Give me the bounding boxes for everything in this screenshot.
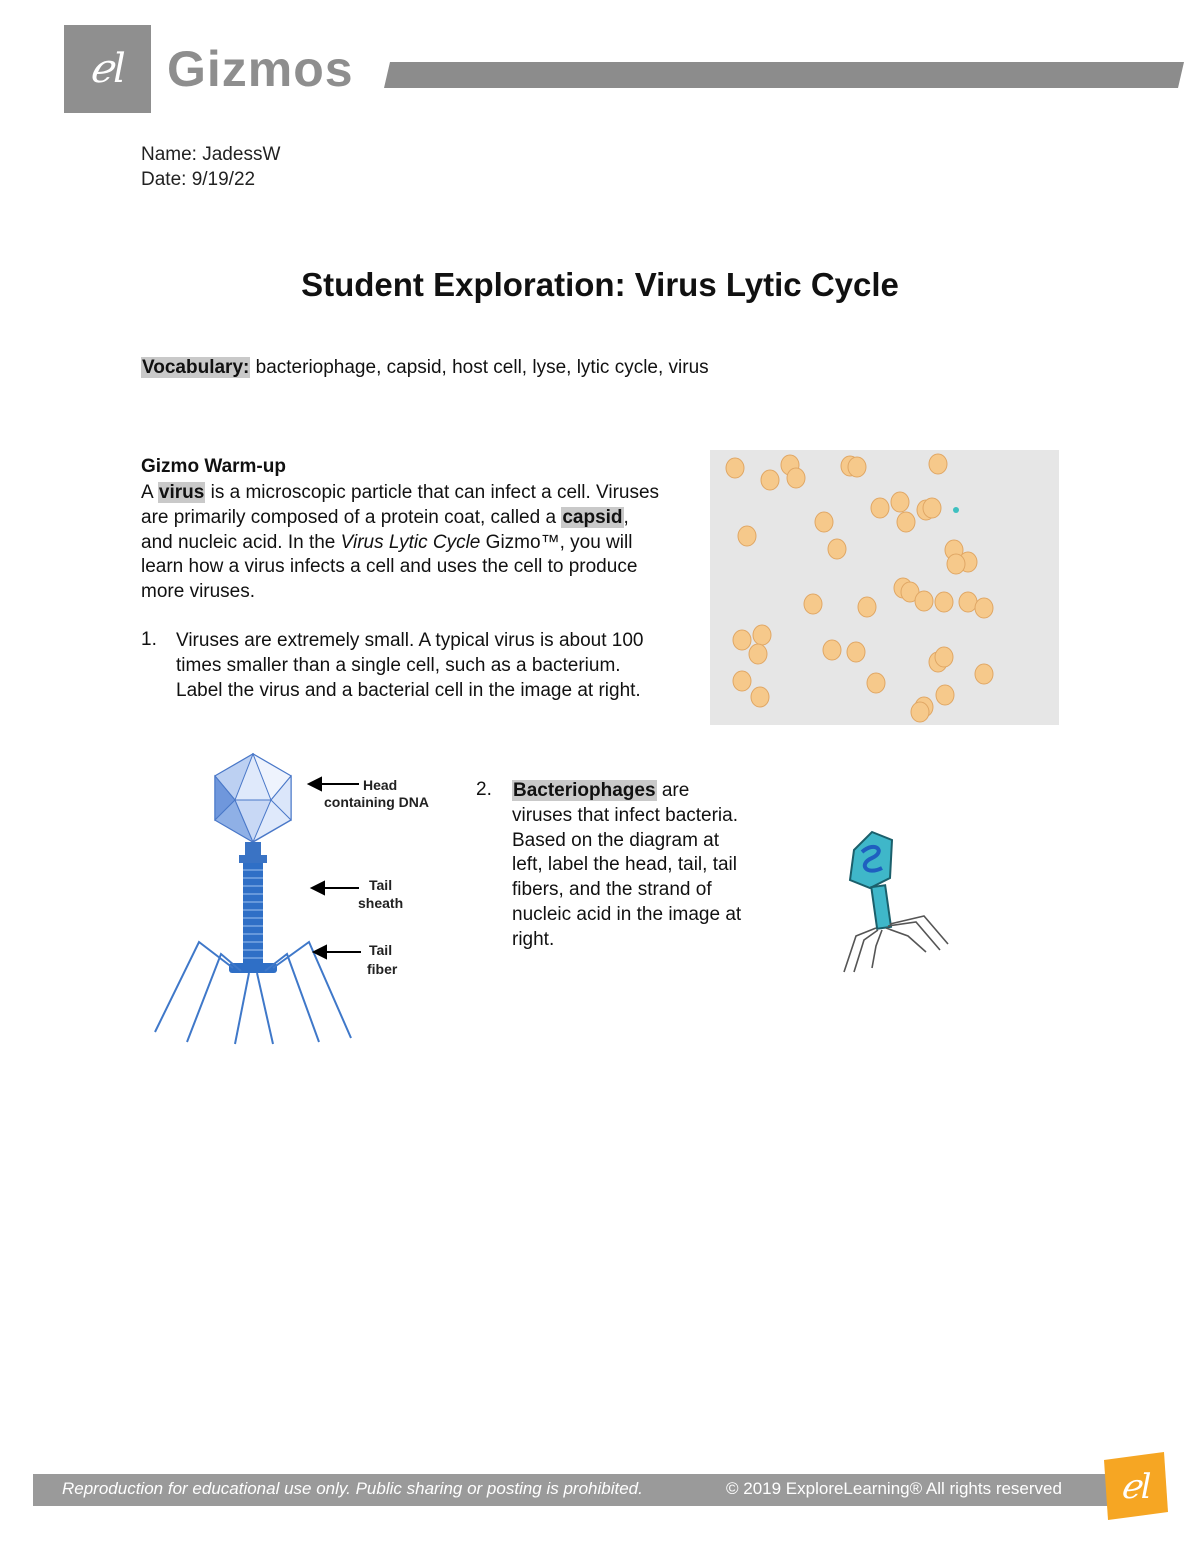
bacterial-cell bbox=[936, 685, 954, 705]
bacterial-cell bbox=[891, 492, 909, 512]
page-title: Student Exploration: Virus Lytic Cycle bbox=[301, 266, 899, 303]
bacterial-cell bbox=[975, 598, 993, 618]
phage-collar bbox=[245, 842, 261, 856]
warmup-text: A bbox=[141, 482, 158, 503]
footer-logo-mark: ℯl bbox=[1120, 1467, 1152, 1507]
header-bar bbox=[384, 62, 1184, 88]
warmup-paragraph bbox=[141, 481, 661, 605]
label-sheath: sheath bbox=[358, 895, 404, 911]
bacterial-cell bbox=[847, 642, 865, 662]
question-2-body: are viruses that infect bacteria. Based on the diagram at left, label the head, tail, tail fibers, and the strand of nucleic acid in the image at right. bbox=[512, 780, 742, 950]
bacterial-cell bbox=[911, 702, 929, 722]
bacterial-cell bbox=[929, 454, 947, 474]
bacterial-cell bbox=[858, 597, 876, 617]
vocabulary-label: Vocabulary: bbox=[142, 357, 250, 378]
warmup-text: , and nucleic acid. In the bbox=[141, 506, 629, 553]
bacterial-cell bbox=[915, 591, 933, 611]
bacteriophage-illustration bbox=[836, 826, 954, 976]
bacterial-cell bbox=[897, 512, 915, 532]
phage-tail bbox=[871, 885, 891, 929]
question-2-number: 2. bbox=[476, 779, 492, 800]
brand-name: Gizmos bbox=[167, 41, 354, 97]
warmup-text: is a microscopic particle that can infect a cell. Viruses are primarily composed of a protein coat, called a bbox=[141, 482, 660, 528]
term-bacteriophages: Bacteriophages bbox=[513, 780, 656, 801]
bacterial-cell bbox=[828, 539, 846, 559]
bacterial-cell bbox=[761, 470, 779, 490]
bacterial-cell bbox=[935, 647, 953, 667]
phage-tail-fibers bbox=[844, 916, 948, 972]
student-date: Date: 9/19/22 bbox=[141, 169, 256, 190]
bacterial-cell bbox=[749, 644, 767, 664]
explorelearning-logo-icon bbox=[1098, 1450, 1170, 1522]
student-name: Name: JadessW bbox=[141, 144, 281, 165]
bacteriophage-diagram bbox=[141, 742, 446, 1052]
footer-disclaimer: Reproduction for educational use only. Public sharing or posting is prohibited. bbox=[62, 1479, 643, 1498]
bacterial-cell bbox=[815, 512, 833, 532]
bacterial-cell bbox=[867, 673, 885, 693]
bacteria-image bbox=[710, 450, 1059, 725]
footer-copyright: © 2019 ExploreLearning® All rights reserved bbox=[726, 1479, 1062, 1498]
label-tail: Tail bbox=[369, 877, 393, 893]
bacterial-cell bbox=[848, 457, 866, 477]
bacterial-cell bbox=[738, 526, 756, 546]
bacterial-cell bbox=[751, 687, 769, 707]
bacterial-cell bbox=[959, 592, 977, 612]
label-head-dna: containing DNA bbox=[324, 794, 429, 810]
question-2-text bbox=[512, 779, 752, 953]
bacterial-cell bbox=[733, 630, 751, 650]
bacterial-cell bbox=[923, 498, 941, 518]
bacterial-cell bbox=[947, 554, 965, 574]
bacterial-cell bbox=[787, 468, 805, 488]
bacterial-cell bbox=[871, 498, 889, 518]
bacterial-cell bbox=[975, 664, 993, 684]
warmup-heading: Gizmo Warm-up bbox=[141, 456, 286, 477]
brand-logo-icon: ℯl bbox=[89, 46, 126, 92]
question-1-number: 1. bbox=[141, 629, 157, 650]
warmup-text: Gizmo™, you will learn how a virus infects a cell and uses the cell to produce more viruses. bbox=[141, 531, 638, 603]
bacterial-cell bbox=[726, 458, 744, 478]
bacterial-cell bbox=[753, 625, 771, 645]
bacterial-cell bbox=[935, 592, 953, 612]
bacterial-cell bbox=[804, 594, 822, 614]
bacterial-cell bbox=[733, 671, 751, 691]
vocabulary-line bbox=[141, 357, 709, 379]
term-virus: virus bbox=[158, 482, 205, 503]
virus-particle bbox=[953, 507, 959, 513]
bacterial-cell bbox=[823, 640, 841, 660]
question-1-text: Viruses are extremely small. A typical virus is about 100 times smaller than a single cell, such as a bacterium. Label the virus and a bacterial cell in the image at right. bbox=[176, 630, 644, 701]
label-head: Head bbox=[363, 777, 398, 793]
label-fiber: fiber bbox=[367, 961, 398, 977]
term-capsid: capsid bbox=[562, 506, 623, 528]
vocabulary-terms: bacteriophage, capsid, host cell, lyse, lytic cycle, virus bbox=[250, 357, 709, 378]
gizmo-name: Virus Lytic Cycle bbox=[340, 531, 481, 553]
label-tail-2: Tail bbox=[369, 942, 393, 958]
